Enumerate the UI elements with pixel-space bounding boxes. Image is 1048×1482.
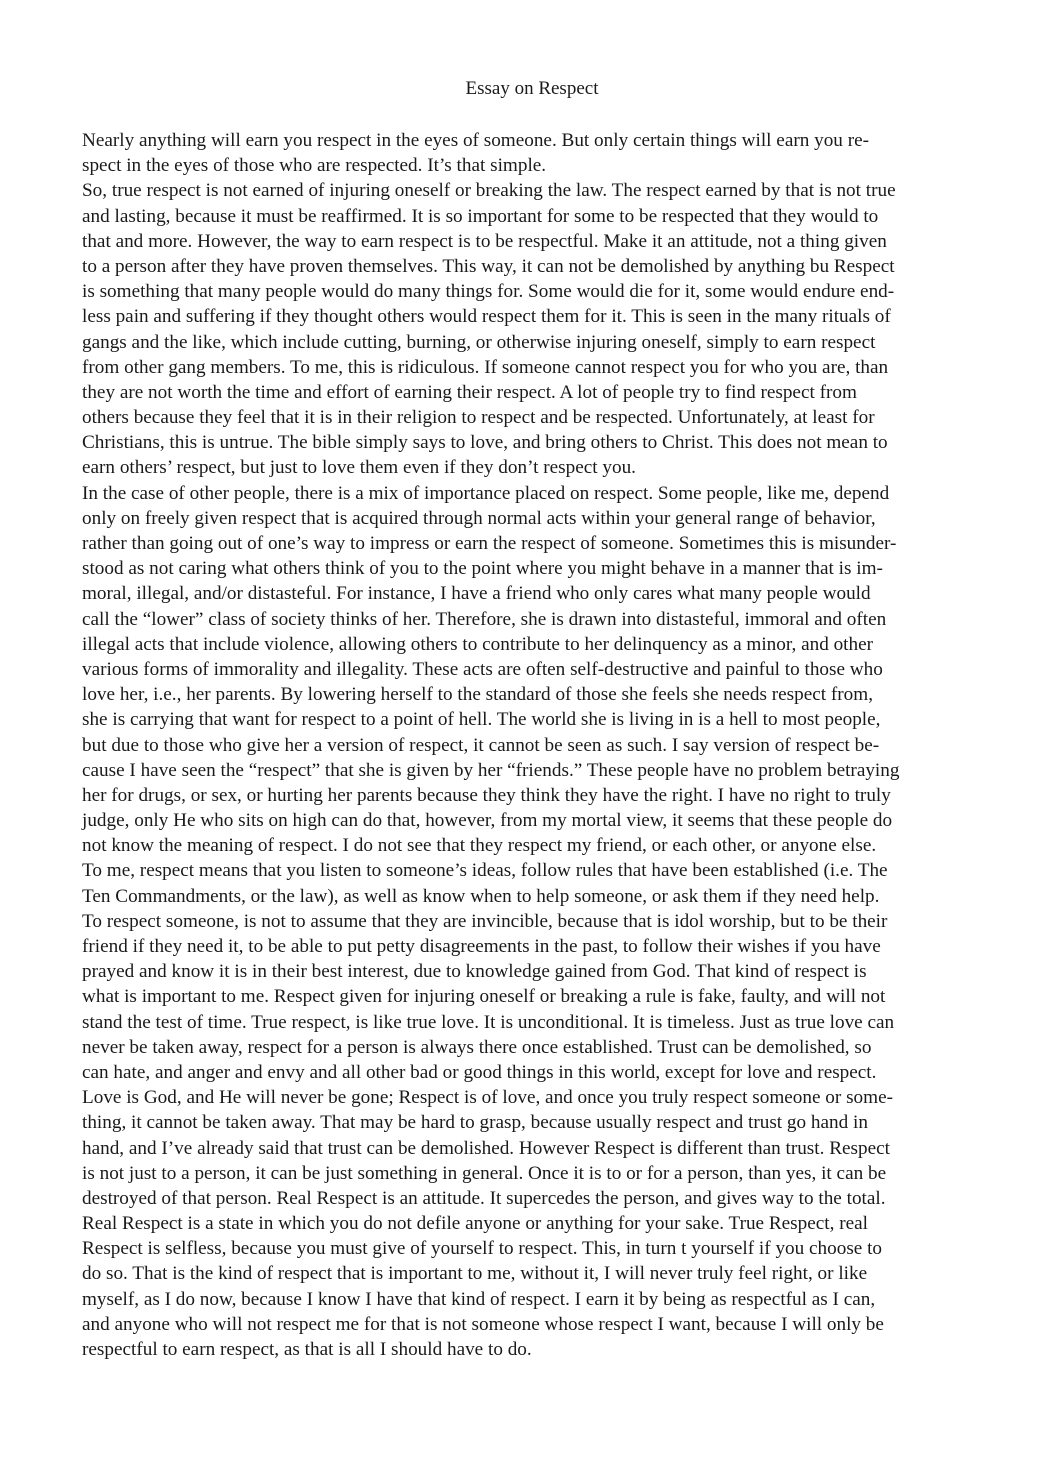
essay-line: but due to those who give her a version of respect, it cannot be seen as such. I say version of respect be- bbox=[82, 734, 880, 756]
essay-line: moral, illegal, and/or distasteful. For instance, I have a friend who only cares what many people would bbox=[82, 583, 871, 605]
document-title: Essay on Respect bbox=[465, 78, 599, 99]
essay-line: others because they feel that it is in their religion to respect and be respected. Unfortunately, at least for bbox=[82, 407, 875, 429]
essay-line: her for drugs, or sex, or hurting her parents because they think they have the right. I have no right to truly bbox=[82, 784, 891, 806]
essay-line: myself, as I do now, because I know I have that kind of respect. I earn it by being as respectful as I can, bbox=[82, 1288, 876, 1310]
essay-line: illegal acts that include violence, allowing others to contribute to her delinquency as a minor, and other bbox=[82, 633, 874, 655]
essay-line: less pain and suffering if they thought others would respect them for it. This is seen in the many rituals of bbox=[82, 306, 891, 328]
essay-line: earn others’ respect, but just to love them even if they don’t respect you. bbox=[82, 457, 636, 479]
essay-line: can hate, and anger and envy and all other bad or good things in this world, except for love and respect. bbox=[82, 1061, 877, 1083]
essay-line: Love is God, and He will never be gone; Respect is of love, and once you truly respect someone or some- bbox=[82, 1087, 893, 1109]
essay-line: In the case of other people, there is a mix of importance placed on respect. Some people, like me, depend bbox=[82, 482, 890, 504]
essay-line: is not just to a person, it can be just something in general. Once it is to or for a person, than yes, it can be bbox=[82, 1162, 887, 1184]
essay-line: call the “lower” class of society thinks of her. Therefore, she is drawn into distasteful, immoral and often bbox=[82, 608, 887, 630]
essay-line: only on freely given respect that is acquired through normal acts within your general range of behavior, bbox=[82, 507, 876, 529]
essay-line: to a person after they have proven themselves. This way, it can not be demolished by anything bu Respect bbox=[82, 255, 895, 277]
essay-line: not know the meaning of respect. I do not see that they respect my friend, or each other, or anyone else. bbox=[82, 835, 877, 857]
essay-line: and anyone who will not respect me for that is not someone whose respect I want, because I will only be bbox=[82, 1313, 884, 1335]
essay-line: stand the test of time. True respect, is like true love. It is unconditional. It is timeless. Just as true love can bbox=[82, 1011, 895, 1033]
essay-line: is something that many people would do many things for. Some would die for it, some would endure end- bbox=[82, 281, 895, 303]
essay-line: rather than going out of one’s way to impress or earn the respect of someone. Sometimes this is misunder- bbox=[82, 533, 897, 554]
essay-line: what is important to me. Respect given for injuring oneself or breaking a rule is fake, faulty, and will not bbox=[82, 986, 886, 1008]
essay-body bbox=[82, 128, 1002, 1362]
essay-line: cause I have seen the “respect” that she is given by her “friends.” These people have no problem betraying bbox=[82, 759, 900, 781]
essay-line: spect in the eyes of those who are respected. It’s that simple. bbox=[82, 155, 547, 177]
essay-line: judge, only He who sits on high can do that, however, from my mortal view, it seems that these people do bbox=[82, 810, 893, 832]
essay-line: she is carrying that want for respect to a point of hell. The world she is living in is a hell to most people, bbox=[82, 709, 881, 731]
essay-line: thing, it cannot be taken away. That may be hard to grasp, because usually respect and trust go hand in bbox=[82, 1112, 868, 1134]
essay-line: Nearly anything will earn you respect in the eyes of someone. But only certain things will earn you re- bbox=[82, 130, 869, 151]
essay-line: love her, i.e., her parents. By lowering herself to the standard of those she feels she needs respect from, bbox=[82, 684, 873, 706]
essay-line: friend if they need it, to be able to put petty disagreements in the past, to follow their wishes if you have bbox=[82, 936, 881, 957]
essay-line: hand, and I’ve already said that trust can be demolished. However Respect is different than trust. Respect bbox=[82, 1137, 890, 1159]
essay-line: Christians, this is untrue. The bible simply says to love, and bring others to Christ. This does not mean to bbox=[82, 432, 888, 454]
essay-line: So, true respect is not earned of injuring oneself or breaking the law. The respect earned by that is not true bbox=[82, 180, 896, 202]
essay-line: gangs and the like, which include cutting, burning, or otherwise injuring oneself, simply to earn respect bbox=[82, 331, 876, 353]
essay-line: various forms of immorality and illegality. These acts are often self-destructive and painful to those who bbox=[82, 658, 883, 680]
essay-line: Real Respect is a state in which you do not defile anyone or anything for your sake. True Respect, real bbox=[82, 1213, 868, 1235]
essay-line: that and more. However, the way to earn respect is to be respectful. Make it an attitude, not a thing given bbox=[82, 230, 887, 252]
essay-line: destroyed of that person. Real Respect is an attitude. It supercedes the person, and gives way to the total. bbox=[82, 1187, 886, 1209]
essay-line: never be taken away, respect for a person is always there once established. Trust can be demolished, so bbox=[82, 1036, 872, 1058]
essay-line: Respect is selfless, because you must give of yourself to respect. This, in turn t yourself if you choose to bbox=[82, 1238, 883, 1260]
essay-line: stood as not caring what others think of you to the point where you might behave in a manner that is im- bbox=[82, 558, 883, 580]
essay-line: To me, respect means that you listen to someone’s ideas, follow rules that have been established (i.e. The bbox=[82, 860, 888, 882]
essay-line: from other gang members. To me, this is ridiculous. If someone cannot respect you for who you are, than bbox=[82, 356, 889, 378]
essay-line: respectful to earn respect, as that is all I should have to do. bbox=[82, 1339, 532, 1360]
essay-line: Ten Commandments, or the law), as well as know when to help someone, or ask them if they need help. bbox=[82, 885, 880, 907]
essay-line: To respect someone, is not to assume that they are invincible, because that is idol worship, but to be their bbox=[82, 910, 888, 932]
essay-line: they are not worth the time and effort of earning their respect. A lot of people try to find respect from bbox=[82, 381, 857, 403]
essay-line: prayed and know it is in their best interest, due to knowledge gained from God. That kind of respect is bbox=[82, 961, 867, 983]
essay-line: do so. That is the kind of respect that is important to me, without it, I will never truly feel right, or like bbox=[82, 1263, 868, 1285]
essay-line: and lasting, because it must be reaffirmed. It is so important for some to be respected that they would to bbox=[82, 205, 879, 227]
